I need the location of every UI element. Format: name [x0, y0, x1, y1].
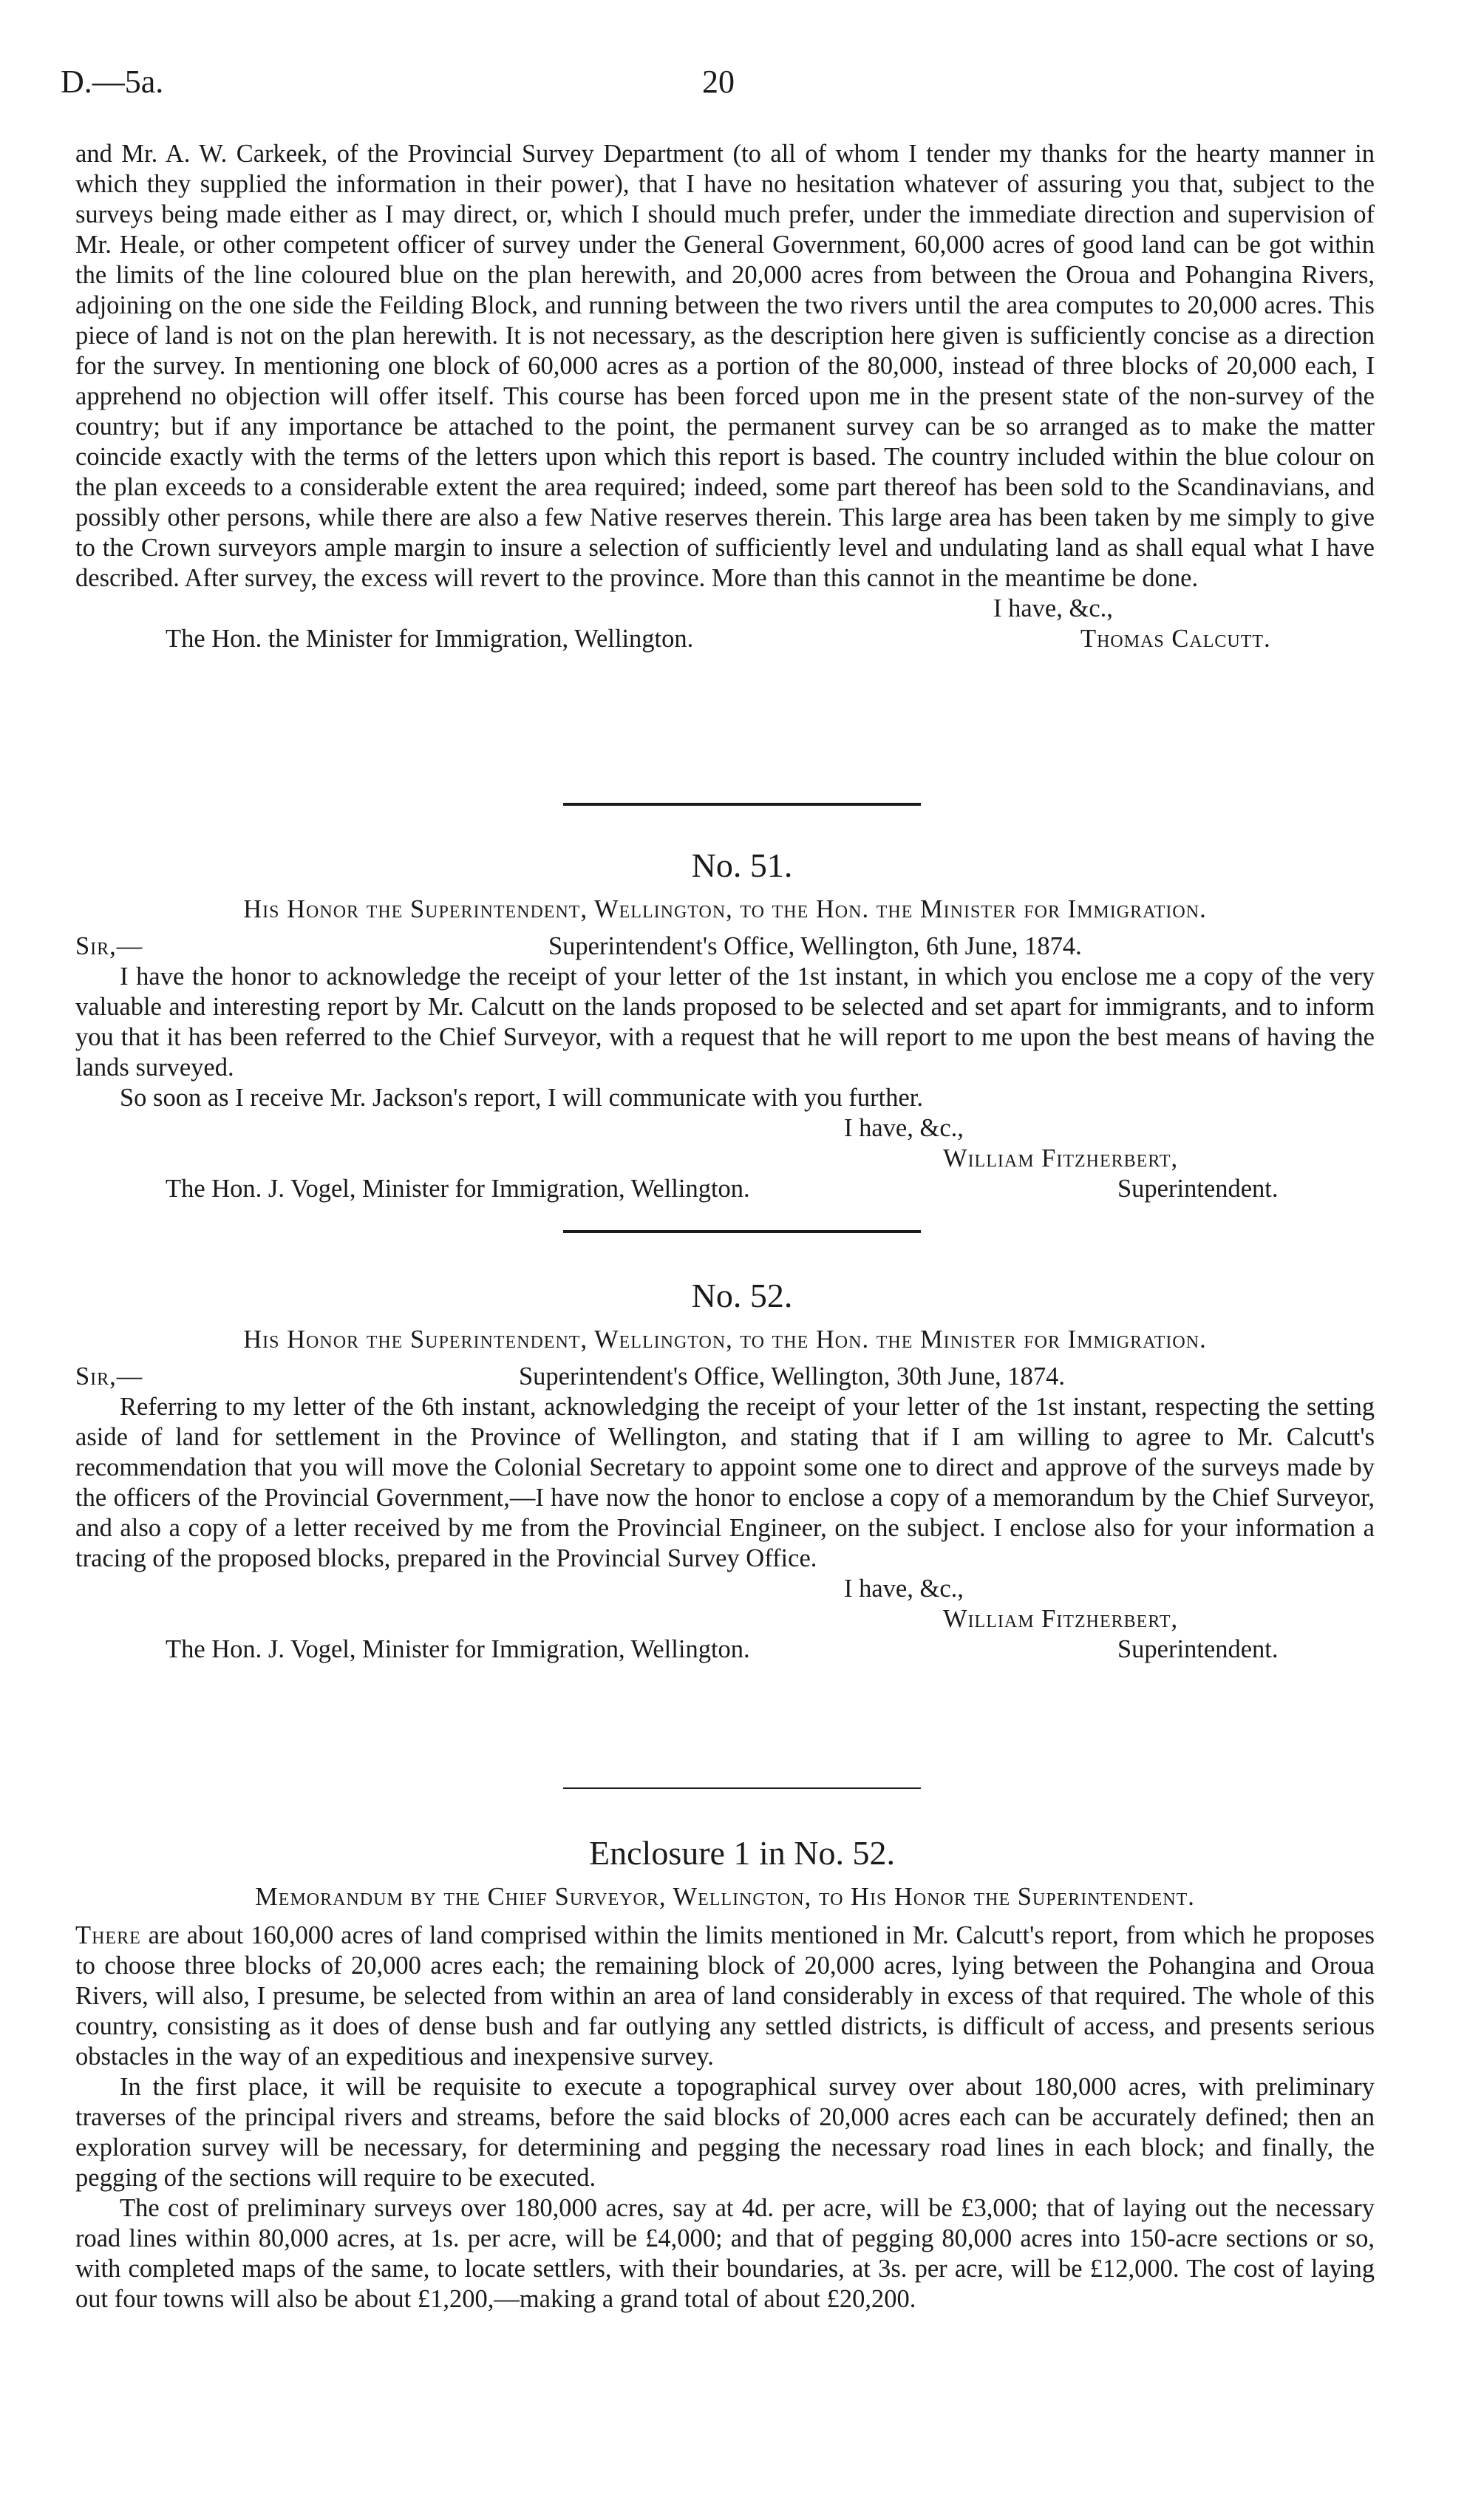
signatory-role: Superintendent. — [1117, 1175, 1279, 1203]
enclosure-heading: Memorandum by the Chief Surveyor, Wellington, to His Honor the Superintendent. — [255, 1883, 1195, 1911]
letter-52-paragraph: Referring to my letter of the 6th instant, acknowledging the receipt of your letter of the 1st instant, respecting the setting aside of land for settlement in the Province of Wellington, and stating that if I am willing to agree to Mr. Calcutt's recommendation that you will move the Colonial Secretary to appoint some one to direct and approve of the surveys made by the officers of the Provincial Government,—I have now the honor to enclose a copy of a memorandum by the Chief Surveyor, and also a copy of a letter received by me from the Provincial Engineer, on the subject. I enclose also for your information a tracing of the proposed blocks, prepared in the Provincial Survey Office. — [75, 1393, 1375, 1572]
addressee: The Hon. J. Vogel, Minister for Immigration, Wellington. — [166, 1635, 750, 1663]
enclosure-title: Enclosure 1 in No. 52. — [589, 1834, 895, 1872]
addressee-row — [75, 1174, 1375, 1204]
letter-51-heading: His Honor the Superintendent, Wellington, to the Hon. the Minister for Immigration. — [243, 895, 1207, 923]
section-divider — [563, 803, 921, 806]
lead-word: There — [75, 1921, 141, 1949]
closing: I have, &c., — [844, 1114, 964, 1142]
dateline: Superintendent's Office, Wellington, 6th June, 1874. — [548, 932, 1082, 960]
addressee: The Hon. the Minister for Immigration, Wellington. — [166, 625, 694, 653]
addressee-row — [75, 624, 1375, 654]
signature-row — [75, 1144, 1375, 1174]
salutation-row — [75, 1362, 1375, 1392]
document-reference: D.—5a. — [61, 64, 164, 100]
letter-52 — [75, 1362, 1375, 1665]
closing: I have, &c., — [844, 1575, 964, 1603]
section-divider — [563, 1230, 921, 1233]
page-header — [61, 64, 1376, 111]
salutation: Sir,— — [75, 932, 143, 960]
memorandum-paragraph: In the first place, it will be requisite to execute a topographical survey over about 180,000 acres, with preliminary traverses of the principal rivers and streams, before the said blocks of 20,000 acres each can be accurately defined; then an exploration survey will be necessary, for determining and pegging the necessary road lines in each block; and finally, the pegging of the sections will require to be executed. — [75, 2073, 1375, 2192]
signature: William Fitzherbert, — [943, 1605, 1179, 1633]
signature: Thomas Calcutt. — [1080, 625, 1271, 653]
signature: William Fitzherbert, — [943, 1144, 1179, 1172]
memorandum-paragraph: The cost of preliminary surveys over 180,000 acres, say at 4d. per acre, will be £3,000; that of laying out the necessary road lines within 80,000 acres, at 1s. per acre, will be £4,000; and that of pegging 80,000 acres into 150-acre sections or so, with completed maps of the same, to locate settlers, with their boundaries, at 3s. per acre, will be £12,000. The cost of laying out four towns will also be about £1,200,—making a grand total of about £20,200. — [75, 2194, 1375, 2313]
memorandum-paragraph: There are about 160,000 acres of land comprised within the limits mentioned in Mr. Calcutt's report, from which he proposes to choose three blocks of 20,000 acres each; the remaining block of 20,000 acres, lying between the Pohangina and Oroua Rivers, will also, I presume, be selected from within an area of land considerably in excess of that required. The whole of this country, consisting as it does of dense bush and far outlying any settled districts, is difficult of access, and presents serious obstacles in the way of an expeditious and inexpensive survey. — [75, 1921, 1375, 2071]
closing: I have, &c., — [993, 594, 1113, 622]
closing-row — [75, 1113, 1375, 1144]
addressee-row — [75, 1634, 1375, 1665]
memorandum-body — [75, 1921, 1375, 2315]
section-divider — [563, 1787, 921, 1789]
signature-row — [75, 1604, 1375, 1634]
letter-51 — [75, 931, 1375, 1204]
continuation-paragraph: and Mr. A. W. Carkeek, of the Provincial Survey Department (to all of whom I tender my thanks for the hearty manner in which they supplied the information in their power), that I have no hesitation whatever of assuring you that, subject to the surveys being made either as I may direct, or, which I should much prefer, under the immediate direction and supervision of Mr. Heale, or other competent officer of survey under the General Government, 60,000 acres of good land can be got within the limits of the line coloured blue on the plan herewith, and 20,000 acres from between the Oroua and Pohangina Rivers, adjoining on the one side the Feilding Block, and running between the two rivers until the area computes to 20,000 acres. This piece of land is not on the plan herewith. It is not necessary, as the description here given is sufficiently concise as a direction for the survey. In mentioning one block of 60,000 acres as a portion of the 80,000, instead of three blocks of 20,000 each, I apprehend no objection will offer itself. This course has been forced upon me in the present state of the non-survey of the country; but if any importance be attached to the point, the permanent survey can be so arranged as to make the matter coincide exactly with the terms of the letters upon which this report is based. The country included within the blue colour on the plan exceeds to a considerable extent the area required; indeed, some part thereof has been sold to the Scandinavians, and possibly other persons, while there are also a few Native reserves therein. This large area has been taken by me simply to give to the Crown surveyors ample margin to insure a selection of sufficiently level and undulating land as shall equal what I have described. After survey, the excess will revert to the province. More than this cannot in the meantime be done. — [75, 140, 1375, 592]
letter-51-paragraph: I have the honor to acknowledge the receipt of your letter of the 1st instant, in which you enclose me a copy of the very valuable and interesting report by Mr. Calcutt on the lands proposed to be selected and set apart for immigrants, and to inform you that it has been referred to the Chief Surveyor, with a request that he will report to me upon the best means of having the lands surveyed. — [75, 962, 1375, 1081]
letter-52-heading: His Honor the Superintendent, Wellington, to the Hon. the Minister for Immigration. — [243, 1325, 1207, 1354]
letter-51-paragraph: So soon as I receive Mr. Jackson's report, I will communicate with you further. — [120, 1084, 923, 1112]
closing-row — [75, 594, 1375, 624]
letter-continuation — [75, 139, 1375, 654]
letter-number-52: No. 52. — [691, 1277, 793, 1314]
page-number: 20 — [702, 64, 735, 100]
salutation: Sir,— — [75, 1362, 143, 1390]
letter-number-51: No. 51. — [691, 846, 793, 884]
addressee: The Hon. J. Vogel, Minister for Immigration, Wellington. — [166, 1175, 750, 1203]
closing-row — [75, 1574, 1375, 1604]
salutation-row — [75, 931, 1375, 962]
dateline: Superintendent's Office, Wellington, 30th June, 1874. — [519, 1362, 1066, 1390]
signatory-role: Superintendent. — [1117, 1635, 1279, 1663]
